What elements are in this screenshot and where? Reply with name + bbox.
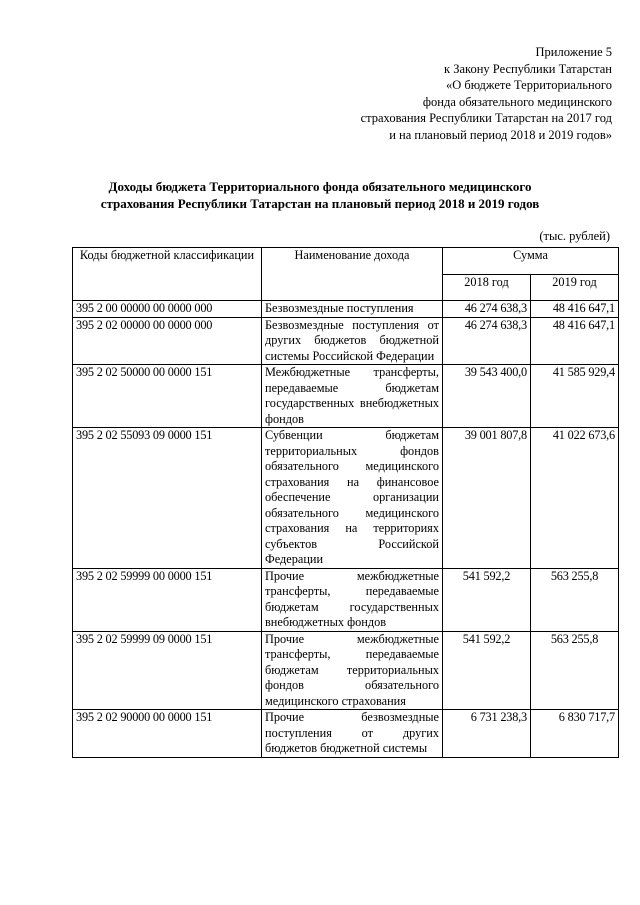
cell-name: Прочие межбюджетные трансферты, передаваемые бюджетам территориальных фондов обязательного медицинского страхования: [262, 631, 443, 710]
cell-2018: 541 592,2: [443, 631, 531, 710]
cell-2018: 46 274 638,3: [443, 317, 531, 365]
table-row: [73, 317, 619, 365]
cell-name: Межбюджетные трансферты, передаваемые бюджетам государственных внебюджетных фондов: [262, 365, 443, 428]
cell-2018: 6 731 238,3: [443, 710, 531, 758]
appendix-line: «О бюджете Территориального: [446, 78, 612, 92]
cell-2018: 46 274 638,3: [443, 301, 531, 318]
appendix-note: [361, 44, 612, 143]
cell-2018: 39 001 807,8: [443, 428, 531, 569]
cell-name: Прочие безвозмездные поступления от других бюджетов бюджетной системы: [262, 710, 443, 758]
header-year-2018: 2018 год: [443, 274, 531, 301]
header-code: Коды бюджетной классификации: [73, 248, 262, 301]
table-row: [73, 710, 619, 758]
cell-name: Субвенции бюджетам территориальных фондов обязательного медицинского страхования на финансовое обеспечение организации обязательного медицинского страхования на территориях субъектов Российской Федерации: [262, 428, 443, 569]
header-year-2019: 2019 год: [531, 274, 619, 301]
appendix-line: Приложение 5: [535, 45, 612, 59]
table-row: [73, 631, 619, 710]
table-row: [73, 568, 619, 631]
table-row: [73, 428, 619, 569]
cell-code: 395 2 02 50000 00 0000 151: [73, 365, 262, 428]
title-line-2: страхования Республики Татарстан на плановый период 2018 и 2019 годов: [100, 196, 540, 211]
cell-2018: 541 592,2: [443, 568, 531, 631]
header-name: Наименование дохода: [262, 248, 443, 301]
appendix-line: к Закону Республики Татарстан: [444, 61, 612, 76]
cell-2019: 563 255,8: [531, 568, 619, 631]
cell-code: 395 2 02 55093 09 0000 151: [73, 428, 262, 569]
table-header-row: [73, 248, 619, 275]
header-sum: Сумма: [443, 248, 619, 275]
cell-2019: 48 416 647,1: [531, 317, 619, 365]
cell-name: Прочие межбюджетные трансферты, передаваемые бюджетам государственных внебюджетных фондов: [262, 568, 443, 631]
revenue-table: [72, 247, 619, 758]
cell-2018: 39 543 400,0: [443, 365, 531, 428]
appendix-line: фонда обязательного медицинского: [422, 94, 612, 109]
units-note: (тыс. рублей): [539, 229, 610, 243]
appendix-line: и на плановый период 2018 и 2019 годов»: [389, 127, 612, 142]
cell-2019: 41 585 929,4: [531, 365, 619, 428]
title-line-1: Доходы бюджета Территориального фонда обязательного медицинского: [108, 179, 532, 194]
cell-code: 395 2 02 90000 00 0000 151: [73, 710, 262, 758]
cell-code: 395 2 00 00000 00 0000 000: [73, 301, 262, 318]
cell-code: 395 2 02 00000 00 0000 000: [73, 317, 262, 365]
cell-name: Безвозмездные поступления от других бюджетов бюджетной системы Российской Федерации: [262, 317, 443, 365]
table-row: [73, 301, 619, 318]
cell-2019: 6 830 717,7: [531, 710, 619, 758]
cell-2019: 41 022 673,6: [531, 428, 619, 569]
appendix-line: страхования Республики Татарстан на 2017 год: [360, 111, 612, 125]
table-row: [73, 365, 619, 428]
cell-code: 395 2 02 59999 00 0000 151: [73, 568, 262, 631]
cell-2019: 563 255,8: [531, 631, 619, 710]
cell-name: Безвозмездные поступления: [262, 301, 443, 318]
cell-2019: 48 416 647,1: [531, 301, 619, 318]
document-title: [40, 178, 600, 212]
cell-code: 395 2 02 59999 09 0000 151: [73, 631, 262, 710]
